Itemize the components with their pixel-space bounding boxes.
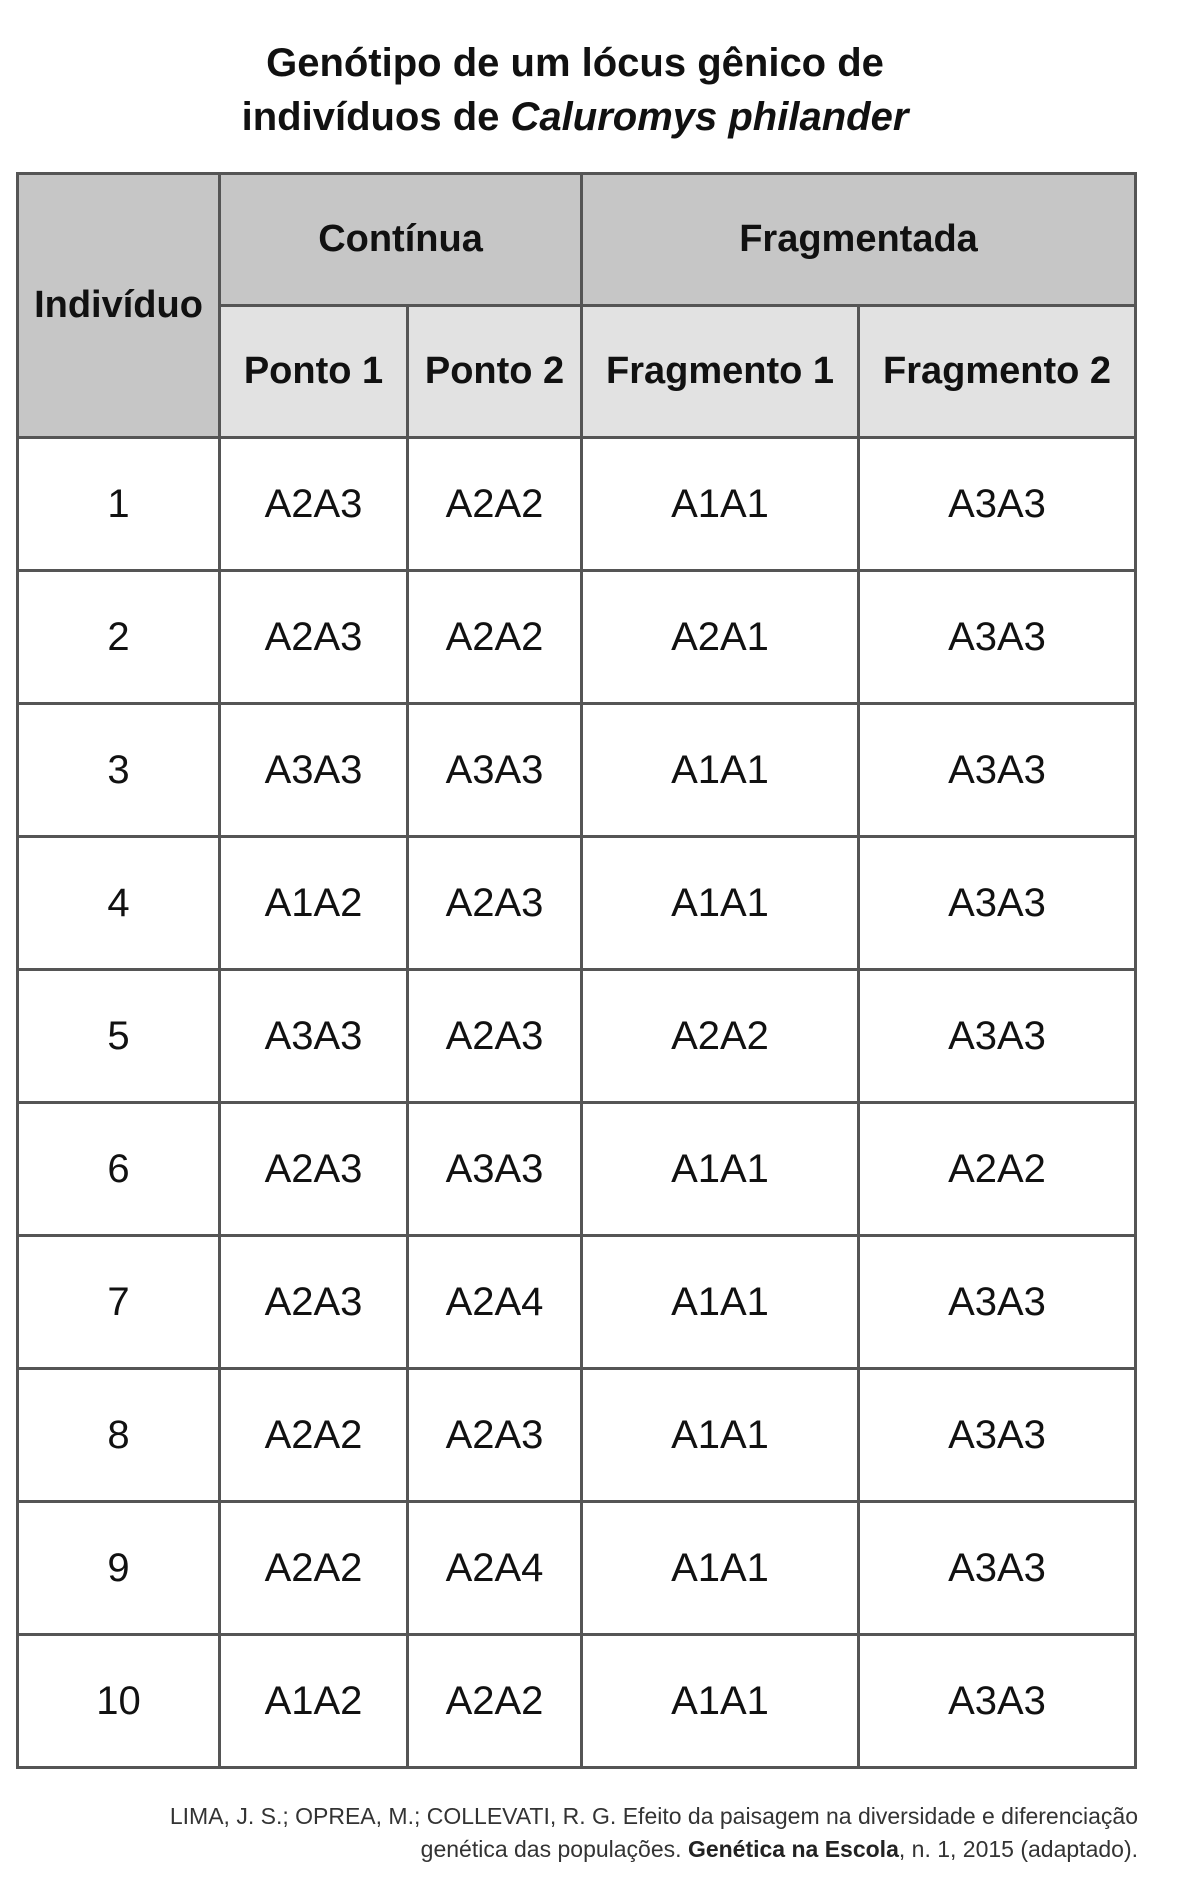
cell-individual: 3 <box>18 704 220 837</box>
cell-point-1: A1A2 <box>220 837 408 970</box>
cell-fragment-1: A1A1 <box>582 1502 859 1635</box>
title-line-2-prefix: indivíduos de <box>241 95 511 139</box>
table-header <box>18 174 1136 438</box>
cell-point-2: A2A3 <box>408 837 582 970</box>
cell-fragment-2: A3A3 <box>859 438 1136 571</box>
cell-fragment-2: A3A3 <box>859 1369 1136 1502</box>
cell-fragment-2: A3A3 <box>859 704 1136 837</box>
table-row <box>18 1236 1136 1369</box>
cell-point-2: A3A3 <box>408 1103 582 1236</box>
cell-fragment-1: A1A1 <box>582 837 859 970</box>
cell-individual: 7 <box>18 1236 220 1369</box>
table-body <box>18 438 1136 1768</box>
header-point-2: Ponto 2 <box>408 306 582 438</box>
table-row <box>18 1635 1136 1768</box>
table-row <box>18 1369 1136 1502</box>
cell-fragment-2: A3A3 <box>859 837 1136 970</box>
cell-point-2: A2A2 <box>408 438 582 571</box>
citation-line-2-prefix: genética das populações. <box>420 1836 688 1862</box>
cell-fragment-2: A3A3 <box>859 970 1136 1103</box>
cell-individual: 1 <box>18 438 220 571</box>
table-title <box>0 36 1150 144</box>
genotype-table <box>16 172 1137 1769</box>
cell-fragment-1: A1A1 <box>582 1369 859 1502</box>
cell-point-2: A2A2 <box>408 571 582 704</box>
header-individual: Indivíduo <box>18 174 220 438</box>
cell-individual: 4 <box>18 837 220 970</box>
table-row <box>18 438 1136 571</box>
table-row <box>18 1103 1136 1236</box>
citation-journal: Genética na Escola <box>687 1836 899 1862</box>
citation-line-1: LIMA, J. S.; OPREA, M.; COLLEVATI, R. G. Efeito da paisagem na diversidade e diferenciação <box>169 1803 1138 1829</box>
cell-fragment-2: A3A3 <box>859 1236 1136 1369</box>
cell-point-1: A2A3 <box>220 1103 408 1236</box>
species-name: Caluromys philander <box>510 95 909 139</box>
table-row <box>18 837 1136 970</box>
cell-point-2: A2A2 <box>408 1635 582 1768</box>
cell-point-2: A2A4 <box>408 1236 582 1369</box>
cell-fragment-2: A3A3 <box>859 571 1136 704</box>
cell-fragment-1: A1A1 <box>582 438 859 571</box>
cell-fragment-1: A1A1 <box>582 1103 859 1236</box>
header-fragment-1: Fragmento 1 <box>582 306 859 438</box>
cell-fragment-1: A1A1 <box>582 704 859 837</box>
header-row-groups <box>18 174 1136 306</box>
cell-individual: 6 <box>18 1103 220 1236</box>
cell-point-1: A2A3 <box>220 1236 408 1369</box>
header-fragmented: Fragmentada <box>582 174 1136 306</box>
title-line-2 <box>0 90 1150 144</box>
cell-point-1: A2A2 <box>220 1369 408 1502</box>
cell-fragment-1: A1A1 <box>582 1236 859 1369</box>
source-citation <box>0 1800 1138 1866</box>
table-row <box>18 1502 1136 1635</box>
cell-point-2: A2A3 <box>408 1369 582 1502</box>
cell-fragment-2: A3A3 <box>859 1635 1136 1768</box>
cell-individual: 5 <box>18 970 220 1103</box>
cell-fragment-2: A3A3 <box>859 1502 1136 1635</box>
cell-point-1: A2A3 <box>220 571 408 704</box>
cell-fragment-2: A2A2 <box>859 1103 1136 1236</box>
citation-line-2 <box>0 1833 1138 1866</box>
cell-individual: 8 <box>18 1369 220 1502</box>
header-fragment-2: Fragmento 2 <box>859 306 1136 438</box>
title-line-1: Genótipo de um lócus gênico de <box>266 41 884 85</box>
table-row <box>18 704 1136 837</box>
cell-point-1: A2A3 <box>220 438 408 571</box>
cell-individual: 10 <box>18 1635 220 1768</box>
cell-point-1: A1A2 <box>220 1635 408 1768</box>
cell-fragment-1: A2A2 <box>582 970 859 1103</box>
table-row <box>18 970 1136 1103</box>
cell-individual: 9 <box>18 1502 220 1635</box>
cell-fragment-1: A1A1 <box>582 1635 859 1768</box>
table-row <box>18 571 1136 704</box>
cell-point-2: A2A4 <box>408 1502 582 1635</box>
header-continuous: Contínua <box>220 174 582 306</box>
cell-point-1: A3A3 <box>220 970 408 1103</box>
cell-fragment-1: A2A1 <box>582 571 859 704</box>
cell-point-1: A3A3 <box>220 704 408 837</box>
header-point-1: Ponto 1 <box>220 306 408 438</box>
cell-point-1: A2A2 <box>220 1502 408 1635</box>
cell-point-2: A2A3 <box>408 970 582 1103</box>
citation-line-2-suffix: , n. 1, 2015 (adaptado). <box>898 1836 1138 1862</box>
cell-point-2: A3A3 <box>408 704 582 837</box>
cell-individual: 2 <box>18 571 220 704</box>
